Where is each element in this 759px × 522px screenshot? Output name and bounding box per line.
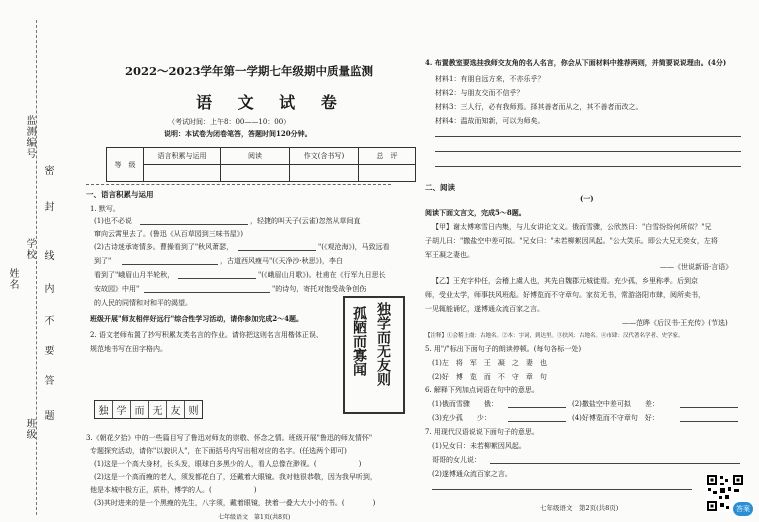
q7-title: 7. 用现代汉语说说下面句子的意思。 (425, 428, 539, 436)
q6-3: (3)充少孤 少： (432, 414, 491, 422)
score-col-language: 语言积累与运用 (144, 148, 221, 165)
exam-title: 2022～2023学年第一学期七年级期中质量监测 (125, 64, 374, 78)
exam-time: （考试时间：上午8：00——10：00） (168, 118, 291, 126)
q6-title: 6. 解释下列加点词语在句中的意思。 (425, 386, 539, 394)
q3-3: (3)其时进来的是一个黑瘦的先生，八字须，戴着眼镜，挟着一叠大大小小的书。( ) (94, 499, 376, 507)
score-cell[interactable] (221, 165, 290, 182)
q6-1-blank[interactable] (508, 407, 566, 408)
q6-2-blank[interactable] (680, 407, 738, 408)
section-divider (86, 184, 391, 185)
q3-2b: 他是本城中极方正，质朴，博学的人。( ) (90, 486, 257, 494)
q1-2-g: 安故园》中用" (94, 285, 140, 293)
footer-right: 七年级语文 第2页(共8页) (540, 504, 619, 512)
binding-label-id: 监测编号 (24, 115, 35, 159)
score-cell[interactable] (144, 165, 221, 182)
tianzige-grid[interactable] (94, 400, 203, 419)
grid-cell[interactable]: 独 (95, 401, 113, 418)
grid-cell[interactable]: 则 (188, 406, 199, 417)
score-cell[interactable] (359, 165, 416, 182)
binding-dashed-line (36, 20, 37, 515)
activity-intro: 班级开展"师友相伴好远行"综合性学习活动，请你参加完成2～4题。 (90, 314, 304, 323)
q1-2-b: "(《观沧海》)，马致远看 (318, 243, 390, 251)
q1-2-d: ，古道西风瘦马"(《天净沙·秋思》)，李白 (220, 257, 343, 265)
score-table (106, 147, 416, 182)
binding-xian: 线 (42, 250, 53, 261)
binding-label-class: 班级 (24, 418, 35, 440)
answer-line[interactable] (435, 166, 741, 167)
source-1: ——《世说新语·言语》 (660, 263, 733, 271)
passage-b-line3: 一见辄能诵忆，遂博通众流百家之言。 (425, 305, 544, 313)
source-2: ——范晔《后汉书·王充传》(节选) (622, 319, 728, 327)
passage-b-line1: 【乙】王充字仲任，会稽上虞人也，其先自魏郡元城徙焉。充少孤，乡里称孝。后到京 (432, 277, 698, 285)
q1-2-h: "的诗句，寄托对饱受战争创伤 (272, 285, 367, 293)
q1-2-blank2[interactable] (122, 264, 218, 265)
binding-bu: 不 (42, 315, 53, 326)
calligraphy-column-right: 独学而无友则 (375, 302, 391, 386)
q7-1-blank[interactable] (490, 463, 740, 464)
q6-3-blank[interactable] (508, 421, 566, 422)
passage-b-line2: 师，受业太学，师事扶风班彪。好博览而不守章句。家贫无书，常游洛阳市肆，阅所卖书， (425, 291, 705, 299)
score-col-reading: 阅读 (221, 148, 290, 165)
section1-title: 一、语言积累与运用 (86, 190, 154, 199)
material-3: 材料3：三人行，必有我师焉。择其善者而从之，其不善者而改之。 (435, 103, 643, 111)
grid-cell[interactable]: 学 (113, 401, 131, 418)
binding-mi: 密 (42, 165, 53, 176)
binding-yao: 要 (42, 345, 53, 356)
grid-cell[interactable]: 友 (167, 401, 185, 418)
q1-1-blank[interactable] (140, 224, 248, 225)
answer-line[interactable] (435, 151, 741, 152)
q5-1: (1)左 将 军 王 凝 之 妻 也 (432, 359, 547, 367)
passage-a-line3: 军王凝之妻也。 (425, 251, 474, 259)
q6-4-blank[interactable] (680, 421, 738, 422)
grid-cell[interactable]: 而 (131, 401, 149, 418)
passage-a-line2: 子胡儿曰："撒盐空中差可拟。"兄女曰："未若柳絮因风起。"公大笑乐。即公大兄无奕女，左将 (425, 237, 718, 245)
q1-2-e: 看到了"峨眉山月半轮秋， (94, 271, 175, 279)
binding-nei: 内 (42, 283, 53, 294)
q1-2-blank3[interactable] (178, 278, 256, 279)
grid-cell[interactable]: 无 (149, 401, 167, 418)
binding-label-name: 姓名 (7, 268, 18, 290)
calligraphy-sample (343, 296, 405, 414)
q3-line1: 3.《朝花夕拾》中的一些篇目写了鲁迅对师友的崇敬、怀念之情。班级开展"鲁迅的师友情怀" (86, 434, 373, 442)
q4-title: 4. 布置教室要选挂我师交友角的名人名言，你会从下面材料中推荐两则，并简要说说理由。(4分) (425, 58, 727, 67)
score-col-writing: 作文(含书写) (290, 148, 359, 165)
section2-title: 二、阅读 (425, 183, 455, 192)
score-col-grade: 等 级 (107, 148, 144, 182)
material-2: 材料2：与朋友交而不信乎？ (435, 89, 524, 97)
q2-line1: 2. 语文老师布置了抄写积累友类名言的作业。请你把这则名言用楷体正误、 (90, 331, 323, 339)
q5-2: (2)好 博 览 而 不 守 章 句 (432, 373, 547, 381)
q1-2-a: (2)古诗迷承寄情多。曹操看到了"秋风萧瑟， (94, 243, 234, 251)
q7-2-blank[interactable] (432, 489, 692, 490)
reading-intro: 阅读下面文言文，完成5～8题。 (425, 208, 526, 217)
q3-line2: 专题探究活动，请你"以貌识人"，在下面括号内写出相对应的名字。(任选两个即可) (90, 447, 347, 455)
q1-1-prefix: (1)也不必说 (94, 217, 132, 225)
q6-2: (2)撒盐空中差可拟 差： (572, 400, 659, 408)
subject-title: 语 文 试 卷 (196, 93, 347, 112)
binding-da: 答 (42, 375, 53, 386)
calligraphy-column-left: 孤陋而寡闻 (351, 306, 367, 376)
score-col-total: 总 评 (359, 148, 416, 165)
q1-1-tail: 窜向云霄里去了。(鲁迅《从百草园到三味书屋》) (94, 230, 243, 238)
answer-line[interactable] (435, 136, 741, 137)
exam-note: 说明：本试卷为闭卷笔答，答题时间120分钟。 (164, 129, 312, 138)
q1-2-i: 的人民的同情和对和平的渴望。 (94, 299, 192, 307)
binding-label-school: 学校 (24, 238, 35, 260)
q6-4: (4)好博览而不守章句 好： (572, 414, 659, 422)
q2-line2: 规范地书写在田字格内。 (90, 345, 167, 353)
material-4: 材料4：温故而知新，可以为师矣。 (435, 117, 545, 125)
binding-feng: 封 (42, 201, 53, 212)
footer-left: 七年级语文 第1页(共8页) (218, 514, 291, 521)
passage-a-line1: 【甲】谢太傅寒雪日内集，与儿女讲论文义。俄而雪骤，公欣然曰："白雪纷纷何所似？"兄 (432, 223, 712, 231)
q1-2-f: "(《峨眉山月歌》)。杜甫在《行军九日思长 (258, 271, 386, 279)
material-1: 材料1：有朋自远方来，不亦乐乎？ (435, 75, 545, 83)
q7-2: (2)遂博通众流百家之言。 (432, 470, 512, 478)
binding-ti: 题 (42, 410, 53, 421)
q1-2-c: 到了" (94, 257, 112, 265)
q5-title: 5. 用"/"标出下面句子的朗读停顿。(每句各标一处) (425, 345, 582, 353)
notes: 【注释】①会稽上虞：古地名。②本：字词，到达里。③扶风：古地名。④市肆：汉代著名学者、史学家。 (425, 333, 684, 339)
q1-1-suffix: ，轻捷的叫天子(云雀)忽然从草间直 (250, 217, 361, 225)
q1-2-blank1[interactable] (238, 250, 316, 251)
q3-1: (1)这是一个高大身材，长头发，眼球白多黑少的人，看人总像在渺视。( ) (94, 460, 362, 468)
q7-1b: 哥哥的女儿说： (432, 456, 481, 464)
part-label: (一) (580, 194, 594, 203)
answer-badge[interactable]: 答案 (733, 502, 753, 516)
q7-1a: (1)兄女曰：未若柳絮因风起。 (432, 442, 526, 450)
score-cell[interactable] (290, 165, 359, 182)
q6-1: (1)俄而雪骤 俄： (432, 400, 498, 408)
q1-title: 1. 默写。 (90, 205, 120, 213)
q1-2-blank4[interactable] (144, 292, 270, 293)
q3-2a: (2)这是一个高而瘦的老人，须发都花白了，还戴着大眼镜。我对他很恭敬，因为我早听到， (94, 473, 377, 481)
